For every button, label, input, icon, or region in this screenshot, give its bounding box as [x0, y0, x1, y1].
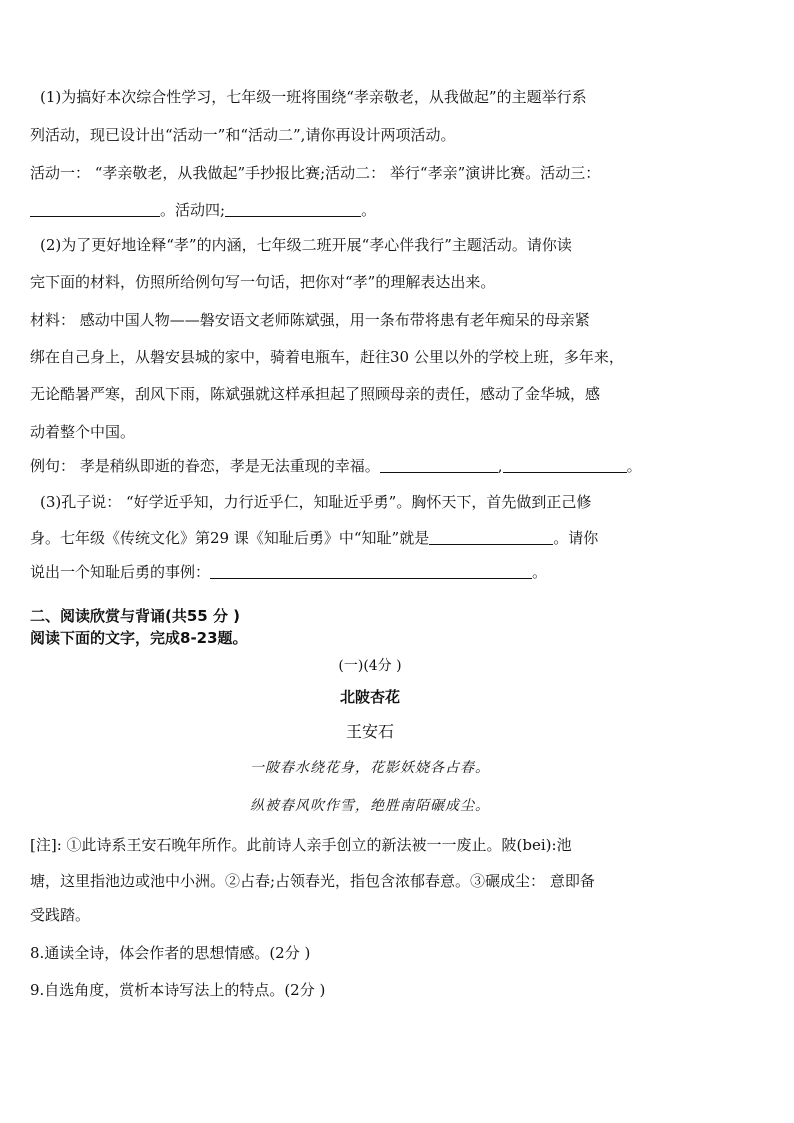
q2-line-4: 绑在自己身上，从磐安县城的家中，骑着电瓶车，赶往30 公里以外的学校上班，多年来，: [30, 348, 624, 366]
q2-line-5: 无论酷暑严寒，刮风下雨，陈斌强就这样承担起了照顾母亲的责任，感动了金华城，感: [30, 385, 601, 403]
note-line-2: 塘，这里指池边或池中小洲。②占春;占领春光，指包含浓郁春意。③碾成尘： 意即备: [30, 872, 595, 890]
answer-blank-activity-3[interactable]: [30, 202, 160, 217]
q2-line-1: (2)为了更好地诠释“孝”的内涵，七年级二班开展“孝心伴我行”主题活动。请你读: [40, 236, 572, 254]
q2-line-3: 材料： 感动中国人物——磐安语文老师陈斌强，用一条布带将患有老年痴呆的母亲紧: [30, 311, 590, 329]
q1-line-4: 。活动四; 。: [30, 200, 376, 220]
q1-line-3: 活动一： “孝亲敬老，从我做起”手抄报比赛;活动二： 举行“孝亲”演讲比赛。活动三：: [30, 164, 601, 182]
q3-line-3: 说出一个知耻后勇的事例： 。: [30, 563, 548, 581]
q2-line-2: 完下面的材料，仿照所给例句写一句话，把你对“孝”的理解表达出来。: [30, 273, 496, 291]
question-8: 8.通读全诗，体会作者的思想情感。(2分 ): [30, 944, 311, 962]
q2-line-7: 例句： 孝是稍纵即逝的眷恋，孝是无法重现的幸福。 , 。: [30, 457, 642, 475]
answer-blank-zhichi[interactable]: [429, 530, 553, 545]
q3-line-1: (3)孔子说： “好学近乎知，力行近乎仁，知耻近乎勇”。胸怀天下，首先做到正己修: [40, 493, 592, 511]
q1-line-1: (1)为搞好本次综合性学习，七年级一班将围绕“孝亲敬老，从我做起”的主题举行系: [40, 88, 587, 106]
poem-line-1: 一陂春水绕花身，花影妖娆各占春。: [250, 760, 490, 776]
poem-line-2: 纵被春风吹作雪，绝胜南陌碾成尘。: [250, 798, 490, 814]
poem-author: 王安石: [345, 722, 394, 741]
note-line-3: 受践踏。: [30, 906, 91, 924]
answer-blank-activity-4[interactable]: [225, 202, 361, 217]
answer-blank-example-2[interactable]: [503, 458, 627, 473]
q3-line-2: 身。七年级《传统文化》第29 课《知耻后勇》中“知耻”就是 。请你: [30, 529, 599, 547]
question-9: 9.自选角度，赏析本诗写法上的特点。(2分 ): [30, 981, 326, 999]
answer-blank-example-1[interactable]: [380, 458, 498, 473]
note-line-1: [注]: ①此诗系王安石晚年所作。此前诗人亲手创立的新法被一一废止。陂(bei):池: [30, 836, 572, 854]
answer-blank-example-event[interactable]: [210, 564, 532, 579]
section-2-heading: 二、阅读欣赏与背诵(共55 分 ): [30, 607, 241, 625]
poem-part-label: (一)(4分 ): [338, 658, 402, 674]
q2-line-6: 动着整个中国。: [30, 423, 136, 441]
q1-line-2: 列活动，现已设计出“活动一”和“活动二”,请你再设计两项活动。: [30, 126, 456, 144]
section-2-instruction: 阅读下面的文字，完成8-23题。: [30, 629, 248, 647]
poem-title: 北陂杏花: [339, 688, 400, 706]
